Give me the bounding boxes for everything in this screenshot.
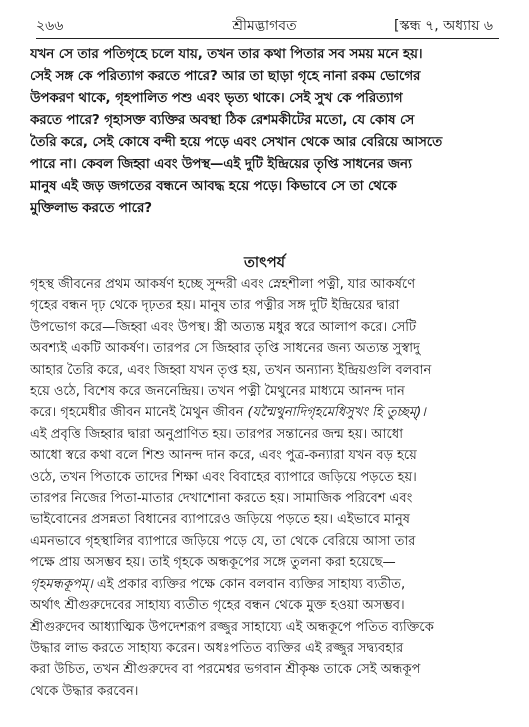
verse-line: যখন সে তার পতিগৃহে চলে যায়, তখন তার কথা পিতার সব সময় মনে হয়।	[30, 47, 423, 62]
purport-text-segment: করা উচিত, তখন শ্রীগুরুদেব বা পরমেশ্বর ভগবান শ্রীকৃষ্ণ তাকে সেই অন্ধকূপ	[30, 662, 421, 678]
purport-line	[30, 638, 501, 659]
purport-line	[30, 574, 501, 595]
purport-line	[30, 659, 501, 680]
purport-line	[30, 509, 501, 530]
purport-text-segment: আহার তৈরি করে, এবং জিহ্বা যখন তৃপ্ত হয়, তখন অন্যান্য ইন্দ্রিয়গুলি বলবান	[30, 362, 432, 378]
purport-text-segment: অর্থাৎ শ্রীগুরুদেবের সাহায্য ব্যতীত গৃহের বন্ধন থেকে মুক্ত হওয়া অসম্ভব।	[30, 598, 405, 614]
purport-text-segment: করে। গৃহমেধীর জীবন মানেই মৈথুন জীবন	[30, 405, 244, 421]
verse-line: উপকরণ থাকে, গৃহপালিত পশু এবং ভৃত্য থাকে। সেই সুখ কে পরিত্যাগ	[30, 91, 403, 106]
purport-line	[30, 531, 501, 552]
purport-line	[30, 467, 501, 488]
purport-line	[30, 274, 501, 295]
purport-line	[30, 295, 501, 316]
purport-heading: তাৎপর্য	[243, 255, 286, 271]
verse-line: করতে পারে? গৃহাসক্ত ব্যক্তির অবস্থা ঠিক রেশমকীটের মতো, যে কোষ সে	[30, 113, 415, 128]
purport-text-segment: গৃহস্থ জীবনের প্রথম আকর্ষণ হচ্ছে সুন্দরী এবং স্নেহশীলা পত্নী, যার আকর্ষণে	[30, 277, 416, 292]
book-title: শ্রীমদ্ভাগবত	[232, 18, 297, 34]
purport-sanskrit-quote: গৃহমন্ধকূপম্।	[30, 576, 93, 592]
purport-line	[30, 595, 501, 616]
purport-sanskrit-quote: (যন্মৈথুনাদিগৃহমেধিসুখং হি তুচ্ছম্)।	[247, 405, 426, 421]
purport-text-segment: ভাইবোনের প্রসন্নতা বিধানের ব্যাপারেও জড়িয়ে পড়তে হয়। এইভাবে মানুষ	[30, 512, 410, 528]
verse-line: সেই সঙ্গ কে পরিত্যাগ করতে পারে? আর তা ছাড়া গৃহে নানা রকম ভোগের	[30, 69, 421, 84]
purport-line	[30, 445, 501, 466]
purport-line	[30, 360, 501, 381]
purport-line	[30, 381, 501, 402]
purport-line	[30, 681, 501, 702]
purport-text-segment: পক্ষে প্রায় অসম্ভব হয়। তাই গৃহকে অন্ধকূপের সঙ্গে তুলনা করা হয়েছে—	[30, 555, 396, 571]
purport-text-segment: এই প্রকার ব্যক্তির পক্ষে কোন বলবান ব্যক্তির সাহায্য ব্যতীত,	[92, 576, 406, 592]
purport-text-segment: এই প্রবৃত্তি জিহ্বার দ্বারা অনুপ্রাণিত হয়। তারপর সন্তানের জন্ম হয়। আধো	[30, 426, 403, 442]
purport-line	[30, 424, 501, 445]
purport-text-segment: হয়ে ওঠে, বিশেষ করে জননেন্দ্রিয়। তখন পত্নী মৈথুনের মাধ্যমে আনন্দ দান	[30, 384, 405, 400]
purport-text-segment: থেকে উদ্ধার করবেন।	[30, 683, 139, 699]
purport-text-segment: উপভোগ করে—জিহ্বা এবং উপস্থ। স্ত্রী অত্যন্ত মধুর স্বরে আলাপ করে। সেটি	[30, 319, 417, 335]
purport-line	[30, 552, 501, 573]
verse-line: পারে না। কেবল জিহ্বা এবং উপস্থ—এই দুটি ইন্দ্রিয়ের তৃপ্তি সাধনের জন্য	[30, 157, 412, 172]
purport-text-segment: এমনভাবে গৃহস্থালির ব্যাপারে জড়িয়ে পড়ে যে, তা থেকে বেরিয়ে আসা তার	[30, 533, 416, 549]
purport-text-segment: অবশ্যই একটি আকর্ষণ। তারপর সে জিহ্বার তৃপ্তি সাধনের জন্য অত্যন্ত সুস্বাদু	[30, 341, 420, 357]
purport-line	[30, 317, 501, 338]
chapter-reference: [স্কন্ধ ৭, অধ্যায় ৬	[394, 18, 493, 34]
page-header	[36, 14, 493, 36]
page-number: ২৬৬	[36, 18, 64, 34]
purport-line	[30, 488, 501, 509]
purport-text-segment: তারপর নিজের পিতা-মাতার দেখাশোনা করতে হয়। সামাজিক পরিবেশ এবং	[30, 491, 413, 507]
purport-text-segment: গৃহের বন্ধন দৃঢ় থেকে দৃঢ়তর হয়। মানুষ তার পত্নীর সঙ্গ দুটি ইন্দ্রিয়ের দ্বারা	[30, 298, 400, 314]
header-rule	[36, 38, 499, 39]
verse-line: তৈরি করে, সেই কোষে বন্দী হয়ে পড়ে এবং সেখান থেকে আর বেরিয়ে আসতে	[30, 135, 443, 150]
purport-text-segment: শ্রীগুরুদেব আধ্যাত্মিক উপদেশরূপ রজ্জুর সাহায্যে এই অন্ধকূপে পতিত ব্যক্তিকে	[30, 619, 434, 635]
verse-line: মুক্তিলাভ করতে পারে?	[30, 201, 152, 216]
purport-text-segment: ওঠে, তখন পিতাকে তাদের শিক্ষা এবং বিবাহের ব্যাপারে জড়িয়ে পড়তে হয়।	[30, 469, 417, 485]
purport-text-segment: আধো স্বরে কথা বলে শিশু আনন্দ দান করে, এবং পুত্র-কন্যারা যখন বড় হয়ে	[30, 448, 417, 464]
purport-line	[30, 617, 501, 638]
purport-line	[30, 402, 501, 423]
verse-translation	[30, 44, 501, 220]
purport-text	[30, 274, 501, 702]
purport-text-segment: উদ্ধার লাভ করতে সাহায্য করেন। অধঃপতিত ব্যক্তির এই রজ্জুর সদ্ব্যবহার	[30, 640, 404, 656]
purport-line	[30, 338, 501, 359]
verse-line: মানুষ এই জড় জগতের বন্ধনে আবদ্ধ হয়ে পড়ে। কিভাবে সে তা থেকে	[30, 179, 397, 194]
